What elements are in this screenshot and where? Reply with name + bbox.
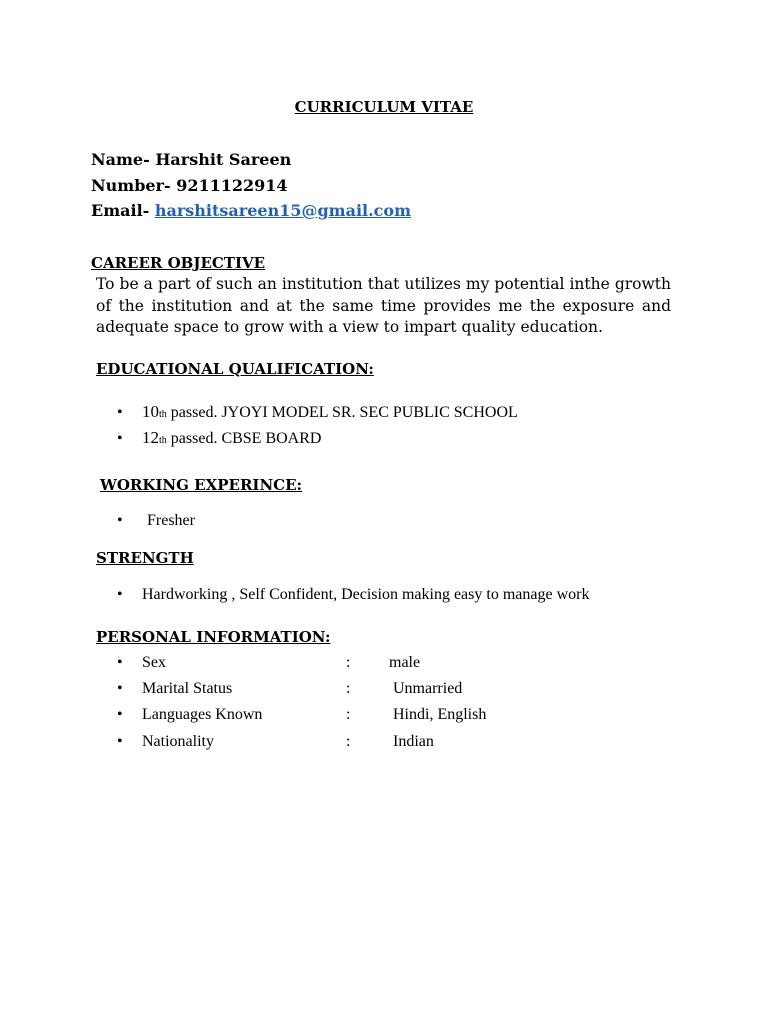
strength-text: Hardworking , Self Confident, Decision making easy to manage work — [142, 586, 590, 603]
bullet-icon: • — [117, 706, 123, 723]
email-link[interactable]: harshitsareen15@gmail.com — [154, 201, 412, 220]
strength-item — [117, 586, 589, 604]
personal-info-label: Nationality — [142, 733, 214, 750]
education-number: 10 — [142, 402, 159, 421]
experience-text: Fresher — [147, 512, 195, 529]
bullet-icon: • — [117, 654, 123, 671]
education-item — [117, 428, 321, 448]
personal-info-separator: : — [346, 706, 351, 723]
personal-info-value: Unmarried — [393, 680, 463, 697]
education-text: passed. JYOYI MODEL SR. SEC PUBLIC SCHOOL — [166, 404, 518, 421]
bullet-icon: • — [117, 733, 123, 750]
document-title: CURRICULUM VITAE — [294, 98, 474, 116]
personal-info-row — [117, 654, 537, 676]
education-item — [117, 402, 518, 422]
personal-info-separator: : — [346, 654, 351, 671]
education-text: passed. CBSE BOARD — [166, 430, 322, 447]
personal-info-row — [117, 733, 537, 755]
education-number: 12 — [142, 428, 159, 447]
personal-info-value: Hindi, English — [393, 706, 487, 723]
bullet-icon: • — [117, 512, 123, 529]
personal-info-value: Indian — [393, 733, 434, 750]
personal-info-label: Languages Known — [142, 706, 263, 723]
strength-heading: STRENGTH — [96, 549, 194, 567]
personal-info-label: Marital Status — [142, 680, 233, 697]
number-line: Number- 9211122914 — [91, 176, 288, 195]
experience-item — [117, 512, 195, 530]
personal-info-label: Sex — [142, 654, 166, 671]
personal-info-heading: PERSONAL INFORMATION: — [96, 628, 331, 646]
email-line — [91, 201, 411, 220]
personal-info-value: male — [389, 654, 421, 671]
bullet-icon: • — [117, 404, 123, 421]
personal-info-row — [117, 680, 537, 702]
career-objective-text: To be a part of such an institution that utilizes my potential inthe growth of the institution and at the same time provides me the exposure and adequate space to grow with a view to impart quality education. — [96, 275, 671, 336]
education-suffix: th — [159, 435, 167, 446]
education-suffix: th — [159, 409, 167, 420]
experience-heading: WORKING EXPERINCE: — [100, 476, 303, 494]
name-line: Name- Harshit Sareen — [91, 150, 292, 169]
bullet-icon: • — [117, 586, 123, 603]
bullet-icon: • — [117, 430, 123, 447]
personal-info-row — [117, 706, 537, 728]
personal-info-separator: : — [346, 733, 351, 750]
email-label: Email- — [91, 201, 155, 220]
education-heading: EDUCATIONAL QUALIFICATION: — [96, 360, 374, 378]
career-objective-heading: CAREER OBJECTIVE — [91, 254, 266, 272]
bullet-icon: • — [117, 680, 123, 697]
personal-info-separator: : — [346, 680, 351, 697]
